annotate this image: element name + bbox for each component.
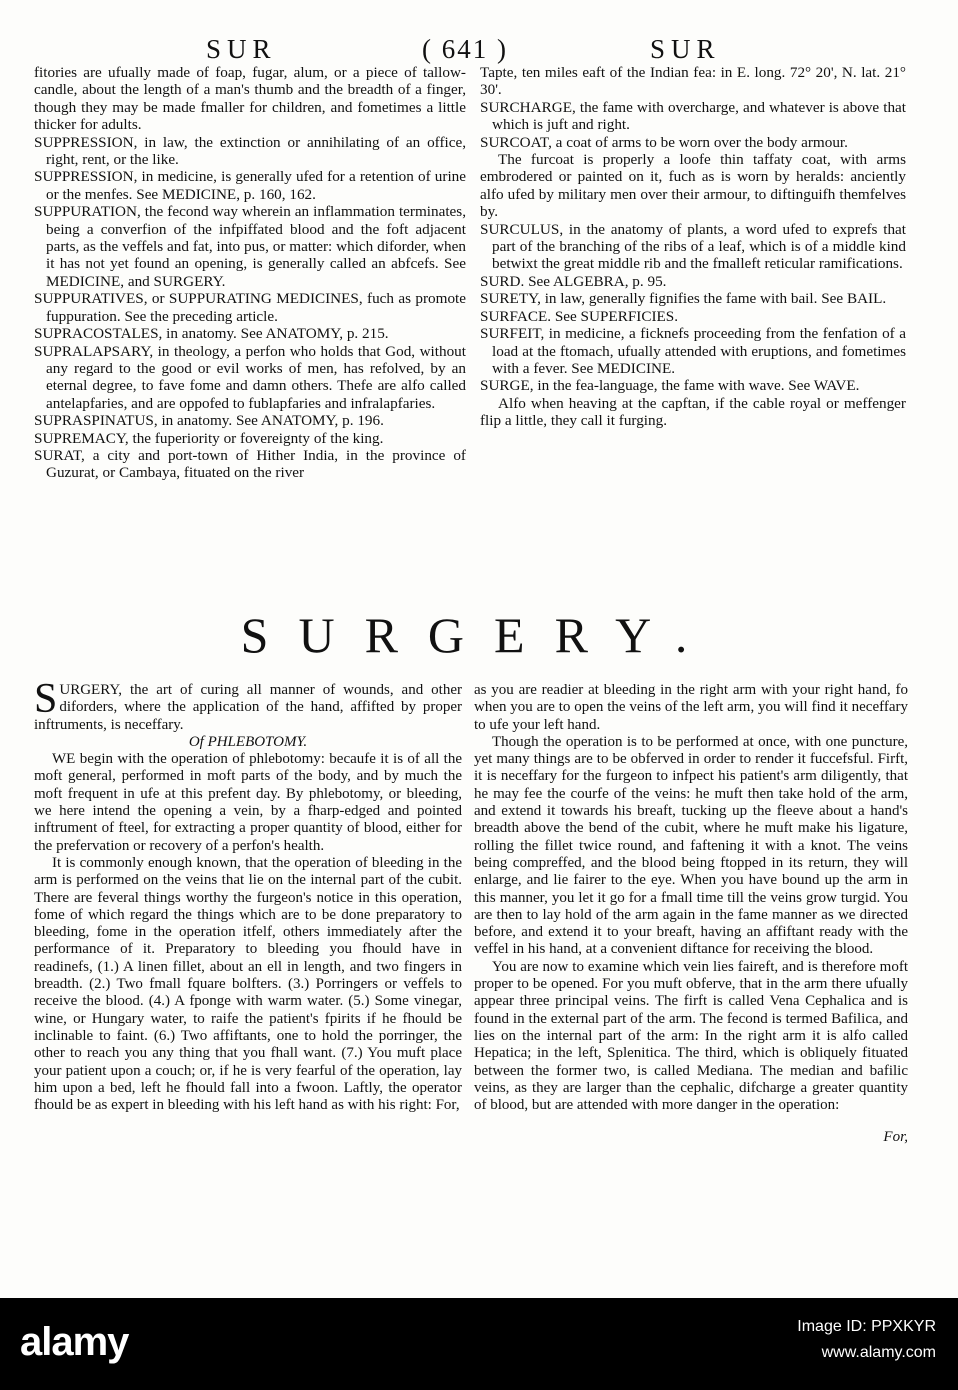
stock-info: [797, 1318, 936, 1362]
entry-surge: SURGE, in the fea-language, the fame with wave. See WAVE.: [480, 377, 860, 395]
entry-surcharge: SURCHARGE, the fame with overcharge, and whatever is above that which is juft and right.: [480, 98, 906, 134]
entry-suppression-medicine: SUPPRESSION, in medicine, is generally ufed for a retention of urine or the menfes. See MEDICINE, p. 160, 162.: [34, 168, 466, 203]
entry-surge-detail: Alfo when heaving at the capftan, if the cable royal or meffenger flip a little, they call it furging.: [480, 394, 906, 430]
lower-right-column: [474, 682, 908, 1162]
body-paragraph: Though the operation is to be performed at once, with one puncture, yet many things are to be obferved in order to render it fuccefsful. Firft, it is neceffary for the furgeon to infpect his patient's arm diligently, that he may fee the courfe of the veins: he muft then take hold of the arm, and extend it towards his breaft, tucking up the fleeve about a hand's breadth above the bend of the cubit, where he muft make his ligature, rolling the fillet twice round, and faftening it with a knot. The veins being compreffed, and the blood being ftopped in its return, they will enlarge, and lie fairer to the eye. When you have bound up the arm in this manner, you let it go for a fmall time till the veins grow turgid. You are then to lay hold of the arm again in the fame manner as we directed before, and extend it to your breaft, having an affiftant ready with the veffel in his hand, at a convenient diftance for receiving the blood.: [474, 733, 908, 958]
lower-left-column: [34, 676, 462, 1114]
upper-left-column: [34, 64, 466, 482]
entry-suppuratives: SUPPURATIVES, or SUPPURATING MEDICINES, fuch as promote fuppuration. See the preceding article.: [34, 290, 466, 325]
entry-continuation: fitories are ufually made of foap, fugar, alum, or a piece of tallow-candle, about the length of a man's thumb and the breadth of a finger, though they may be made fmaller for children, and fometimes a little thicker for adults.: [34, 64, 466, 134]
body-paragraph: as you are readier at bleeding in the right arm with your right hand, fo when you are to open the veins of the left arm, you will find it neceffary to ufe your left hand.: [474, 682, 908, 733]
body-paragraph: WE begin with the operation of phlebotomy: becaufe it is of all the moft general, performed in moft parts of the body, and by much the moft frequent in ufe at this prefent day. By phlebotomy, or bleeding, we here intend the opening a vein, by a fharp-edged and pointed inftrument of fteel, for extracting a proper quantity of blood, either for the prefervation or recovery of a perfon's health.: [34, 751, 462, 854]
catchword: For,: [883, 1129, 908, 1146]
entry-supraspinatus: SUPRASPINATUS, in anatomy. See ANATOMY, p. 196.: [34, 412, 384, 430]
drop-cap: S: [34, 676, 58, 722]
site-url: www.alamy.com: [821, 1344, 936, 1361]
header-left: SUR: [206, 34, 277, 64]
intro-text: URGERY, the art of curing all manner of wounds, and other diforders, where the application of the hand, affifted by proper inftruments, is neceffary.: [34, 682, 462, 733]
article-title: SURGERY.: [240, 607, 718, 663]
article-intro: [34, 676, 462, 734]
entry-surfeit: SURFEIT, in medicine, a ficknefs proceeding from the fenfation of a load at the ftomach, ufually attended with eruptions, and fometimes with a fever. See MEDICINE.: [480, 325, 906, 377]
body-paragraph: It is commonly enough known, that the operation of bleeding in the arm is performed on the veins that lie on the internal part of the cubit. There are feveral things worthy the furgeon's notice in this operation, fome of which regard the things which are to be done preparatory to bleeding, fome in the operation itfelf, others immediately after the performance of it. Preparatory to bleeding you fhould have in readinefs, (1.) A linen fillet, about an ell in length, and two fingers in breadth. (2.) Two fmall fquare bolfters. (3.) Porringers or veffels to receive the blood. (4.) A fponge with warm water. (5.) Some vinegar, wine, or Hungary water, to raife the patient's fpirits if he fhould be inclinable to faint. (6.) Two affiftants, one to hold the porringer, the other to reach you any thing that you fhall want. (7.) You muft place your patient upon a couch; or, if he is very fearful of the operation, lay him upon a bed, left he fhould fall into a fwoon. Laftly, the operator fhould be as expert in bleeding with his left hand as with his right: For,: [34, 854, 462, 1114]
entry-surd: SURD. See ALGEBRA, p. 95.: [480, 272, 667, 290]
upper-right-column: [480, 64, 906, 430]
entry-supralapsary: SUPRALAPSARY, in theology, a perfon who holds that God, without any regard to the good or evil works of men, has refolved, by an eternal degree, to fave fome and damn others. Thefe are alfo called antelapfaries, and are oppofed to fublapfaries and infralapfaries.: [34, 342, 466, 412]
entry-suppression-law: SUPPRESSION, in law, the extinction or annihilating of an office, right, rent, or the like.: [34, 133, 466, 169]
stock-watermark-bar: [0, 1298, 958, 1390]
image-id: Image ID: PPXKYR: [797, 1318, 936, 1335]
entry-supremacy: SUPREMACY, the fuperiority or fovereignty of the king.: [34, 429, 384, 447]
entry-supracostales: SUPRACOSTALES, in anatomy. See ANATOMY, p. 215.: [34, 325, 389, 343]
entry-continuation: Tapte, ten miles eaft of the Indian fea: in E. long. 72° 20', N. lat. 21° 30'.: [480, 64, 906, 99]
entry-surat: SURAT, a city and port-town of Hither India, in the province of Guzurat, or Cambaya, fituated on the river: [34, 446, 466, 482]
page-number: ( 641 ): [422, 34, 508, 64]
entry-surcoat-detail: The furcoat is properly a loofe thin taffaty coat, with arms embrodered or painted on it, fuch as is worn by heralds: anciently alfo ufed by military men over their armour, to diftinguifh themfelves by.: [480, 151, 906, 221]
header-right: SUR: [650, 34, 721, 64]
body-paragraph: You are now to examine which vein lies faireft, and is therefore moft proper to be opened. For you muft obferve, that in the arm there ufually appear three principal veins. The firft is called Vena Cephalica and is found in the external part of the arm. The fecond is termed Bafilica, and lies on the internal part of the arm: In the right arm it is alfo called Hepatica; in the left, Splenitica. The third, which is obliquely fituated between the former two, is called Mediana. The median and bafilic veins, as they are larger than the cephalic, difcharge a greater quantity of blood, but are attended with more danger in the operation:: [474, 958, 908, 1114]
entry-surety: SURETY, in law, generally fignifies the fame with bail. See BAIL.: [480, 290, 887, 308]
entry-suppuration: SUPPURATION, the fecond way wherein an inflammation terminates, being a converfion of the infpiffated blood and the foft adjacent parts, as the veffels and fat, into pus, or matter: which diforder, when it has not yet found an opening, is generally called an abfcefs. See MEDICINE, and SURGERY.: [34, 203, 466, 290]
entry-surculus: SURCULUS, in the anatomy of plants, a word ufed to exprefs that part of the branching of the ribs of a leaf, which is of a middle kind betwixt the great middle rib and the fmalleft reticular ramifications.: [480, 220, 906, 273]
alamy-logo: alamy: [20, 1320, 129, 1364]
section-heading: Of PHLEBOTOMY.: [188, 733, 308, 750]
entry-surcoat: SURCOAT, a coat of arms to be worn over the body armour.: [480, 133, 848, 151]
entry-surface: SURFACE. See SUPERFICIES.: [480, 307, 679, 325]
